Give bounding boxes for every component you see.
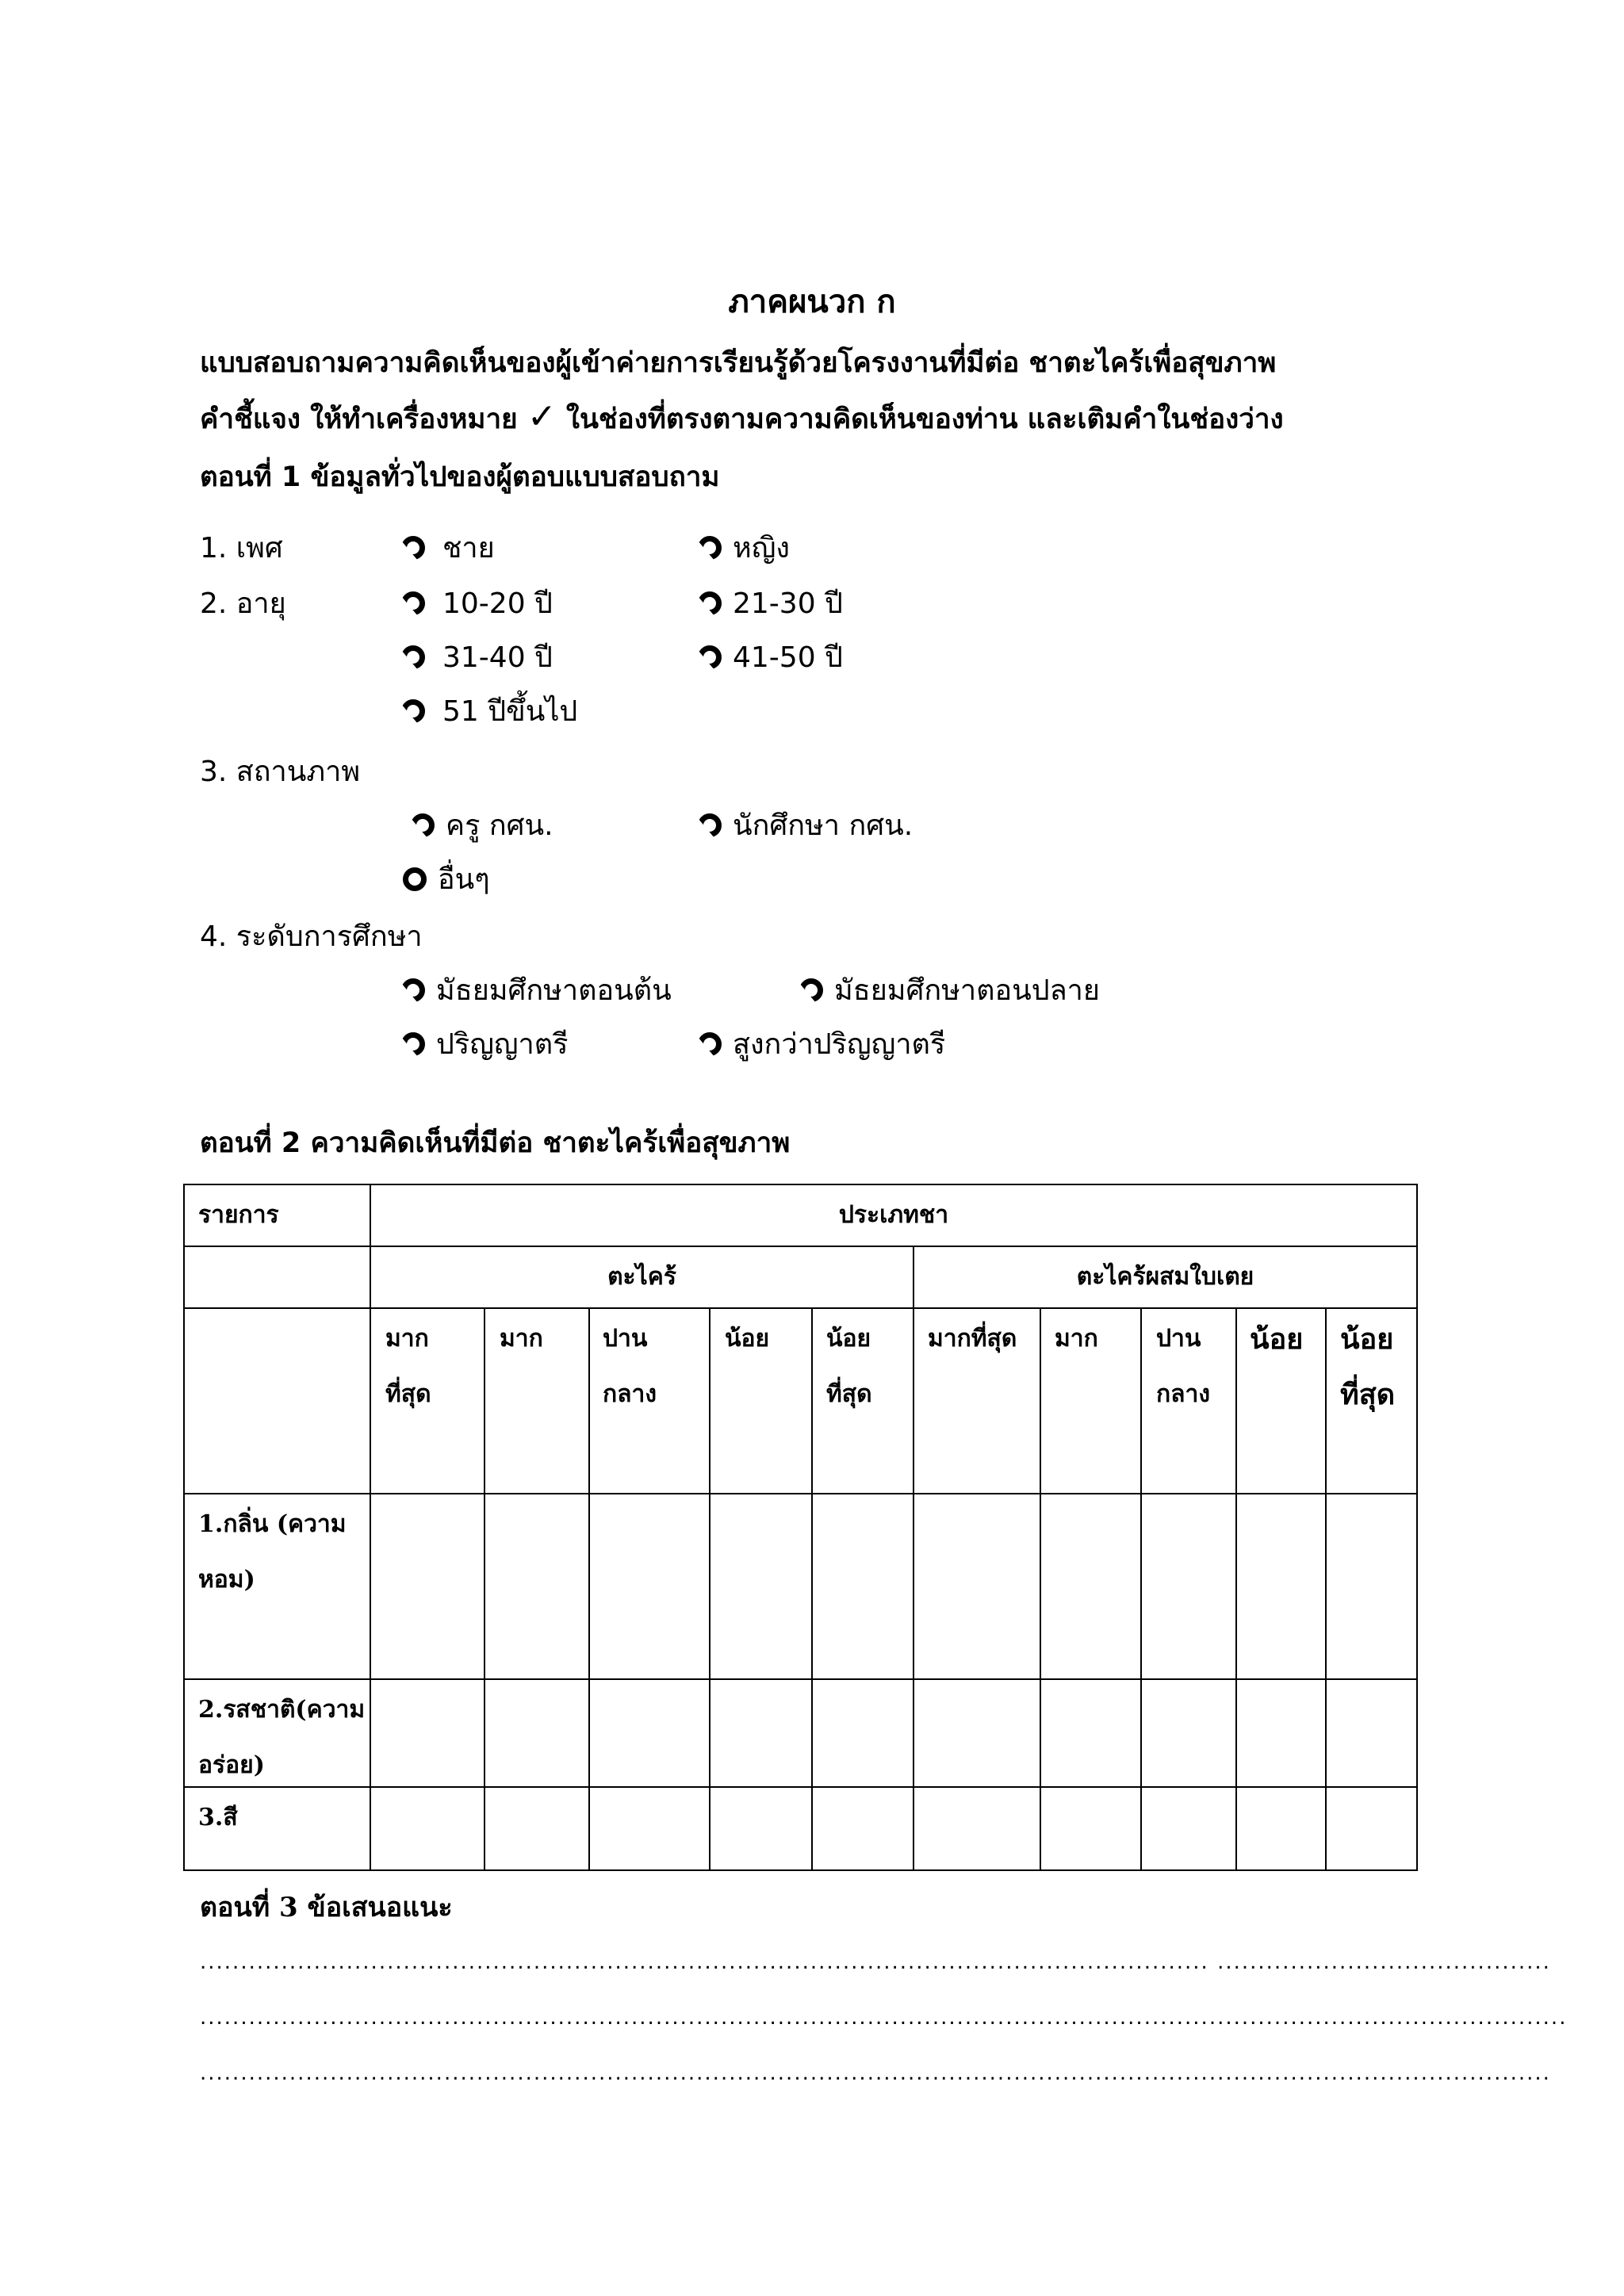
q3-option-student[interactable]: นักศึกษา กศน. [698, 802, 913, 848]
q2-label: 2. อายุ [200, 587, 286, 620]
table-level-header: มาก [1055, 1325, 1098, 1353]
table-level-header: ปาน กลาง [603, 1325, 657, 1408]
q4-option-bachelor[interactable]: ปริญญาตรี [401, 1021, 568, 1066]
table-level-header: มาก [500, 1325, 543, 1353]
instruction [200, 396, 1284, 441]
radio-icon[interactable] [698, 591, 722, 615]
instruction-before: คำชี้แจง ให้ทำเครื่องหมาย [200, 404, 527, 435]
radio-icon[interactable] [411, 813, 435, 837]
table-level-header: มาก ที่สุด [385, 1325, 431, 1408]
q4-option-lower-secondary[interactable]: มัธยมศึกษาตอนต้น [401, 967, 672, 1012]
radio-icon[interactable] [698, 1032, 722, 1056]
radio-icon[interactable] [799, 978, 823, 1002]
table-level-header: มากที่สุด [928, 1325, 1017, 1353]
table-level-header: น้อย ที่สุด [1340, 1322, 1396, 1411]
table-level-header: น้อย [1250, 1322, 1304, 1356]
part3-title: ตอนที่ 3 ข้อเสนอแนะ [200, 1892, 453, 1923]
table-group-lemongrass: ตะไคร้ [607, 1263, 676, 1291]
q2-option-10-20[interactable]: 10-20 ปี [401, 580, 553, 626]
q1-label: 1. เพศ [200, 532, 283, 564]
radio-icon[interactable] [401, 645, 425, 669]
table-level-header: น้อย ที่สุด [826, 1325, 872, 1408]
radio-icon[interactable] [698, 645, 722, 669]
q1-option-male[interactable]: ชาย [401, 525, 495, 570]
table-row-label: 2.รสชาติ(ความ อร่อย) [198, 1696, 366, 1779]
table-header-item: รายการ [198, 1201, 279, 1229]
q3-label: 3. สถานภาพ [200, 756, 361, 788]
radio-icon[interactable] [698, 813, 722, 837]
suggestion-line[interactable]: ............................................................................................................................ ......................................... [200, 1950, 1551, 1974]
radio-icon[interactable] [401, 699, 425, 723]
page-heading: ภาคผนวก ก [728, 283, 896, 320]
table-level-header: น้อย [725, 1325, 770, 1353]
radio-icon[interactable] [698, 536, 722, 560]
instruction-after: ในช่องที่ตรงตามความคิดเห็นของท่าน และเติมคำในช่องว่าง [556, 404, 1284, 435]
q2-option-51-up[interactable]: 51 ปีขึ้นไป [401, 688, 577, 733]
suggestion-line[interactable]: ........................................................................................................................................................................ [200, 2006, 1568, 2030]
q1-option-female[interactable]: หญิง [698, 525, 790, 570]
q4-option-upper-secondary[interactable]: มัธยมศึกษาตอนปลาย [799, 967, 1100, 1012]
radio-icon[interactable] [403, 867, 427, 891]
table-level-header: ปาน กลาง [1156, 1325, 1211, 1408]
radio-icon[interactable] [401, 1032, 425, 1056]
radio-icon[interactable] [401, 978, 425, 1002]
suggestion-line[interactable]: ...................................................................................................................................................................... [200, 2061, 1551, 2085]
table-row-label: 1.กลิ่น (ความ หอม) [198, 1510, 347, 1594]
q2-option-21-30[interactable]: 21-30 ปี [698, 580, 843, 626]
table-row-label: 3.สี [198, 1804, 238, 1831]
q2-option-31-40[interactable]: 31-40 ปี [401, 634, 553, 679]
survey-title: แบบสอบถามความคิดเห็นของผู้เข้าค่ายการเรียนรู้ด้วยโครงงานที่มีต่อ ชาตะไคร้เพื่อสุขภาพ [200, 347, 1277, 379]
radio-icon[interactable] [401, 591, 425, 615]
table-group-lemongrass-pandan: ตะไคร้ผสมใบเตย [1076, 1263, 1254, 1291]
q4-option-above-bachelor[interactable]: สูงกว่าปริญญาตรี [698, 1021, 945, 1066]
q4-label: 4. ระดับการศึกษา [200, 920, 423, 953]
q3-option-other[interactable]: อื่นๆ [403, 856, 490, 901]
part1-title: ตอนที่ 1 ข้อมูลทั่วไปของผู้ตอบแบบสอบถาม [200, 461, 720, 493]
part2-title: ตอนที่ 2 ความคิดเห็นที่มีต่อ ชาตะไคร้เพื่อสุขภาพ [200, 1127, 791, 1159]
table-header-tea-type: ประเภทชา [838, 1201, 949, 1229]
check-mark-icon: ✓ [527, 396, 557, 437]
q3-option-teacher[interactable]: ครู กศน. [411, 802, 553, 848]
q2-option-41-50[interactable]: 41-50 ปี [698, 634, 843, 679]
radio-icon[interactable] [401, 536, 425, 560]
